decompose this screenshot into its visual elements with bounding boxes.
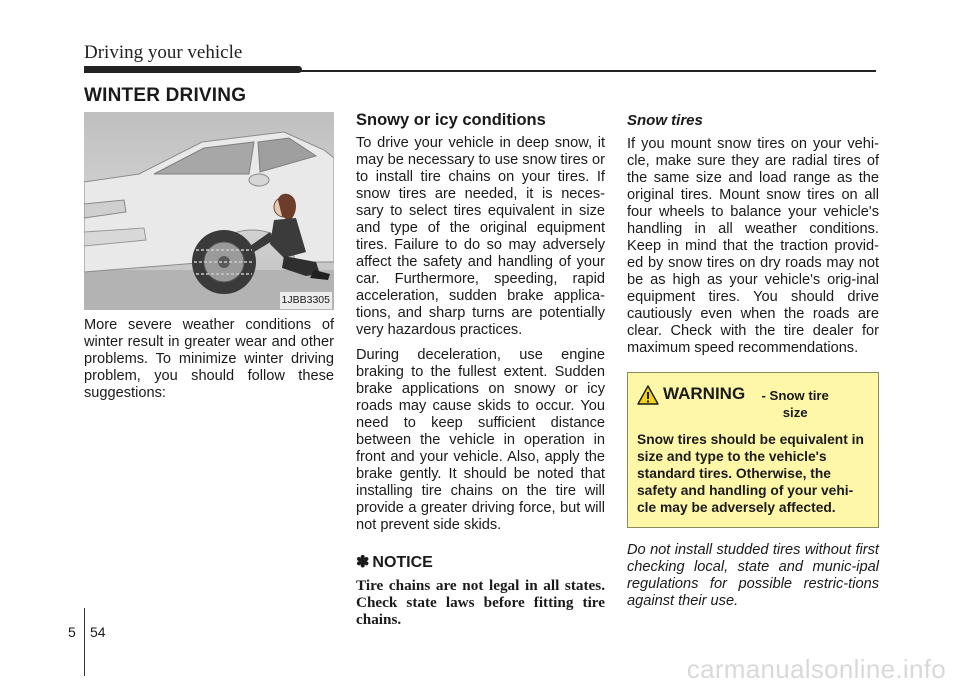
snowy-paragraph-1: To drive your vehicle in deep snow, it may be necessary to use snow tires or to install tire chains on your tires. If snow tires are needed, it is neces-sary to select tires equivalent in size and type of the original equipment tires. Failure to do so may adversely affect the safety and handling of your car. Furthermore, speeding, rapid acceleration, sudden brake applica-tions, and sharp turns are potentially very hazardous practices. bbox=[356, 135, 606, 338]
figure-code: 1JBB3305 bbox=[280, 292, 332, 309]
intro-paragraph: More severe weather conditions of winter result in greater wear and other problems. To minimize winter driving problem, you should follow these suggestions: bbox=[84, 317, 334, 401]
heading-snow-tires: Snow tires bbox=[627, 112, 703, 129]
snowy-paragraph-2: During deceleration, use engine braking to the fullest extent. Sudden brake applications on snowy or icy roads may cause skids to occur. You need to keep sufficient distance between the vehicle in operation in front and your vehicle. Also, apply the brake gently. It should be noted that installing tire chains on the tire will provide a greater driving force, but will not prevent side skids. bbox=[356, 347, 605, 533]
notice-heading bbox=[356, 554, 605, 571]
snow-tires-paragraph: If you mount snow tires on your vehi-cle, make sure they are radial tires of the same size and load range as the original tires. Mount snow tires on all four wheels to balance your vehicle's handling in all weather conditions. Keep in mind that the traction provid-ed by snow tires on dry roads may not be as high as your vehicle's orig-inal equipment tires. You should drive cautiously even when the roads are clear. Check with the tire dealer for maximum speed recommendations. bbox=[627, 136, 879, 356]
notice-label: NOTICE bbox=[372, 554, 433, 571]
chapter-number: 5 bbox=[68, 624, 76, 640]
column-middle bbox=[356, 112, 605, 628]
car-woman-illustration bbox=[84, 112, 334, 310]
warning-header bbox=[637, 385, 869, 421]
notice-symbol-icon: ✽ bbox=[356, 554, 370, 571]
watermark: carmanualsonline.info bbox=[686, 654, 946, 684]
studded-tires-paragraph: Do not install studded tires without first checking local, state and munic-ipal regulations for possible restric-tions against their use. bbox=[627, 542, 879, 609]
header-rule-thick bbox=[84, 66, 302, 73]
warning-triangle-icon bbox=[637, 385, 659, 405]
figure-tire-chain-illustration bbox=[84, 112, 334, 310]
warning-box bbox=[627, 372, 879, 528]
page-number: 54 bbox=[90, 624, 106, 640]
column-left bbox=[84, 112, 334, 410]
header-rule bbox=[300, 70, 876, 72]
warning-label: WARNING bbox=[663, 384, 746, 403]
notice-body: Tire chains are not legal in all states. Check state laws before fitting tire chains. bbox=[356, 577, 605, 628]
column-right bbox=[627, 112, 879, 618]
running-header: Driving your vehicle bbox=[84, 42, 243, 63]
warning-subtitle: - Snow tire size bbox=[761, 388, 829, 420]
heading-snowy-icy: Snowy or icy conditions bbox=[356, 111, 546, 129]
footer-divider bbox=[84, 608, 85, 676]
page-title: WINTER DRIVING bbox=[84, 85, 247, 106]
warning-body: Snow tires should be equivalent in size and type to the vehicle's standard tires. Otherwise, the safety and handling of your vehi-cle may be adversely affected. bbox=[637, 432, 864, 515]
